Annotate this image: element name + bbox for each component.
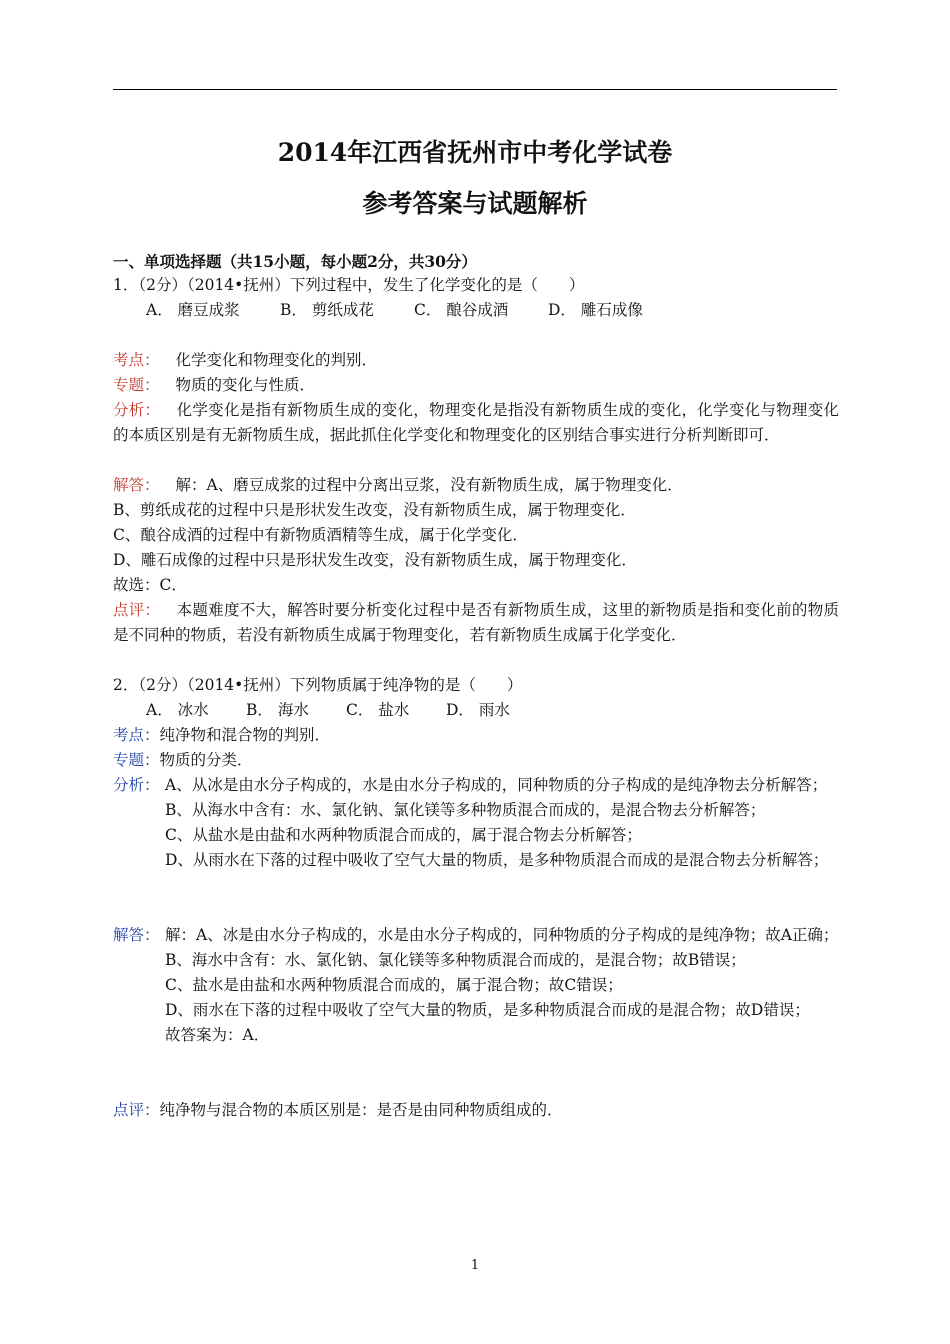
q1-options bbox=[146, 298, 872, 323]
q1-jieda-b: B、剪纸成花的过程中只是形状发生改变，没有新物质生成，属于物理变化． bbox=[113, 501, 636, 519]
q1-dianping-label: 点评： bbox=[113, 601, 161, 619]
q1-zhuanti bbox=[113, 373, 839, 398]
q2-zhuanti-label: 专题： bbox=[113, 751, 160, 769]
q1-option-b: B． 剪纸成花 bbox=[280, 301, 374, 319]
q1-kaodian-text: 化学变化和物理变化的判别． bbox=[175, 351, 378, 369]
q2-answer: 故答案为：A． bbox=[165, 1026, 270, 1044]
q2-jieda-d: D、雨水在下落的过程中吸收了空气大量的物质，是多种物质混合而成的是混合物；故D错误； bbox=[165, 1001, 810, 1019]
q2-stem: 2．（2分）（2014•抚州）下列物质属于纯净物的是（ ） bbox=[113, 676, 523, 694]
q2-kaodian bbox=[113, 723, 839, 748]
q2-dianping-text: 纯净物与混合物的本质区别是：是否是由同种物质组成的． bbox=[159, 1101, 563, 1119]
q1-jieda-a: 解：A、磨豆成浆的过程中分离出豆浆，没有新物质生成，属于物理变化． bbox=[175, 476, 683, 494]
q1-zhuanti-text: 物质的变化与性质． bbox=[175, 376, 316, 394]
q1-kaodian-label: 考点： bbox=[113, 351, 160, 369]
q2-zhuanti-text: 物质的分类． bbox=[159, 751, 253, 769]
q1-fenxi bbox=[113, 398, 839, 448]
q2-kaodian-label: 考点： bbox=[113, 726, 160, 744]
q2-fenxi bbox=[113, 773, 839, 873]
q2-options bbox=[146, 698, 872, 723]
q1-jieda-c: C、酿谷成酒的过程中有新物质酒精等生成，属于化学变化． bbox=[113, 526, 528, 544]
q2-fenxi-label: 分析： bbox=[113, 776, 160, 794]
q2-fenxi-b: B、从海水中含有：水、氯化钠、氯化镁等多种物质混合而成的，是混合物去分析解答； bbox=[165, 801, 766, 819]
q2-option-d: D． 雨水 bbox=[446, 701, 510, 719]
q2-fenxi-d: D、从雨水在下落的过程中吸收了空气大量的物质，是多种物质混合而成的是混合物去分析解答； bbox=[165, 851, 829, 869]
q2-fenxi-a: A、从冰是由水分子构成的，水是由水分子构成的，同种物质的分子构成的是纯净物去分析解答； bbox=[165, 776, 828, 794]
q1-zhuanti-label: 专题： bbox=[113, 376, 160, 394]
q1-stem: 1．（2分）（2014•抚州）下列过程中，发生了化学变化的是（ ） bbox=[113, 276, 585, 294]
q2-option-b: B． 海水 bbox=[246, 701, 309, 719]
q2-dianping bbox=[113, 1098, 839, 1123]
q1-option-c: C． 酿谷成酒 bbox=[414, 301, 509, 319]
q1-jieda bbox=[113, 473, 839, 498]
q1-answer: 故选：C． bbox=[113, 576, 187, 594]
q2-kaodian-text: 纯净物和混合物的判别． bbox=[159, 726, 331, 744]
q1-dianping bbox=[113, 598, 839, 648]
page-title: 2014年江西省抚州市中考化学试卷 bbox=[277, 138, 673, 167]
page-number: 1 bbox=[470, 1258, 480, 1273]
q1-option-d: D． 雕石成像 bbox=[548, 301, 643, 319]
q1-jieda-label: 解答： bbox=[113, 476, 160, 494]
q1-dianping-text: 本题难度不大，解答时要分析变化过程中是否有新物质生成，这里的新物质是指和变化前的物质是不同种的物质，若没有新物质生成属于物理变化，若有新物质生成属于化学变化． bbox=[113, 601, 839, 644]
q2-jieda bbox=[113, 923, 839, 1048]
q2-fenxi-c: C、从盐水是由盐和水两种物质混合而成的，属于混合物去分析解答； bbox=[165, 826, 642, 844]
q1-kaodian bbox=[113, 348, 839, 373]
q2-zhuanti bbox=[113, 748, 839, 773]
q2-jieda-label: 解答： bbox=[113, 926, 160, 944]
q2-option-c: C． 盐水 bbox=[346, 701, 410, 719]
section-heading: 一、单项选择题（共15小题，每小题2分，共30分） bbox=[113, 252, 477, 271]
q1-fenxi-text: 化学变化是指有新物质生成的变化，物理变化是指没有新物质生成的变化，化学变化与物理变化的本质区别是有无新物质生成，据此抓住化学变化和物理变化的区别结合事实进行分析判断即可． bbox=[113, 401, 839, 444]
q2-jieda-a: 解：A、冰是由水分子构成的，水是由水分子构成的，同种物质的分子构成的是纯净物；故A正确； bbox=[165, 926, 839, 944]
q2-jieda-c: C、盐水是由盐和水两种物质混合而成的，属于混合物；故C错误； bbox=[165, 976, 623, 994]
q1-jieda-d: D、雕石成像的过程中只是形状发生改变，没有新物质生成，属于物理变化． bbox=[113, 551, 637, 569]
page-subtitle: 参考答案与试题解析 bbox=[362, 189, 588, 218]
q1-fenxi-label: 分析： bbox=[113, 401, 161, 419]
q2-jieda-b: B、海水中含有：水、氯化钠、氯化镁等多种物质混合而成的，是混合物；故B错误； bbox=[165, 951, 746, 969]
q2-option-a: A． 冰水 bbox=[146, 701, 209, 719]
header-rule bbox=[113, 89, 837, 90]
q1-option-a: A． 磨豆成浆 bbox=[146, 301, 240, 319]
q2-dianping-label: 点评： bbox=[113, 1101, 160, 1119]
